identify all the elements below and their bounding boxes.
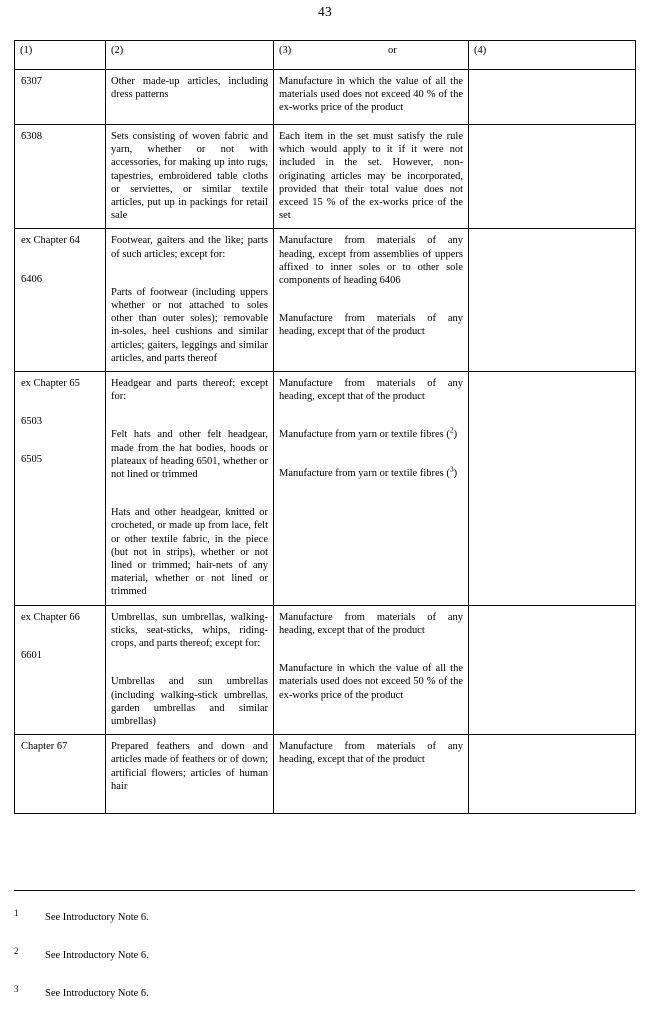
working-rule-main: Manufacture from yarn or textile fibres ( xyxy=(279,467,450,479)
alternative-rule-text xyxy=(469,372,635,383)
spacer xyxy=(106,267,273,281)
heading-code: 6503 xyxy=(21,416,42,428)
spacer xyxy=(15,630,105,644)
table-row xyxy=(15,735,636,814)
header-cell-col3 xyxy=(274,41,469,70)
origin-rules-table xyxy=(14,40,636,814)
working-rule-tail: ) xyxy=(453,429,458,441)
cell-working-rule xyxy=(274,70,469,125)
working-rule-main: Manufacture from yarn or textile fibres ( xyxy=(279,429,450,441)
heading-code: ex Chapter 65 xyxy=(21,378,80,390)
working-rule-text: Each item in the set must satisfy the rule which would apply to it if it were not included in the set. However, non-originating articles may be incorporated, provided that their total value does not exceed 15 % of the ex-works price of the set xyxy=(279,131,463,222)
footnote-marker: 2 xyxy=(14,946,19,956)
footnote-marker: 1 xyxy=(14,908,19,918)
cell-heading-code xyxy=(15,735,106,814)
description-text: Sets consisting of woven fabric and yarn, whether or not with accessories, for making up into rugs, tapestries, embroidered table cloths or serviettes, or similar textile articles, put up in packings for retail sale xyxy=(111,131,268,222)
alternative-rule-text xyxy=(469,70,635,81)
footnote-reference: 3 xyxy=(449,464,454,474)
working-rule-text: Manufacture in which the value of all the materials used does not exceed 40 % of the ex-works price of the product xyxy=(279,76,463,114)
footnote-text: See Introductory Note 6. xyxy=(45,912,149,923)
table-row xyxy=(15,125,636,229)
heading-code: 6406 xyxy=(21,273,42,285)
cell-heading-code xyxy=(15,125,106,229)
table-row xyxy=(15,605,636,734)
cell-alternative-rule xyxy=(469,70,636,125)
description-text: Other made-up articles, including dress patterns xyxy=(111,76,268,101)
cell-description xyxy=(106,605,274,734)
working-rule-text xyxy=(274,462,468,486)
heading-code: 6505 xyxy=(21,454,42,466)
heading-code: Chapter 67 xyxy=(21,741,68,753)
description-text: Umbrellas and sun umbrellas (including walking-stick umbrellas, garden umbrellas and similar umbrellas) xyxy=(111,676,268,727)
heading-code: 6307 xyxy=(21,76,42,87)
description-text: Parts of footwear (including uppers whether or not attached to soles other than outer soles); removable in-soles, heel cushions and similar articles; gaiters, leggings and similar articles, and parts thereof xyxy=(111,286,268,364)
working-rule-text: Manufacture from materials of any heading, except that of the product xyxy=(279,378,463,403)
table-header-row xyxy=(15,41,636,70)
cell-alternative-rule xyxy=(469,125,636,229)
description-text: Prepared feathers and down and articles made of feathers or of down; artificial flowers; articles of human hair xyxy=(111,741,268,792)
cell-description xyxy=(106,125,274,229)
table-row xyxy=(15,372,636,606)
header-label-col3: (3) xyxy=(279,45,292,56)
description-text: Hats and other headgear, knitted or crocheted, or made up from lace, felt or other textile fabric, in the piece (but not in strips), whether or not lined or trimmed; hair-nets of any material, whether or not lined or trimmed xyxy=(111,507,268,598)
description-text: Headgear and parts thereof; except for: xyxy=(111,378,268,403)
spacer xyxy=(106,487,273,501)
cell-heading-code xyxy=(15,229,106,372)
alternative-rule-text xyxy=(469,606,635,617)
header-label-col4: (4) xyxy=(474,45,487,56)
alternative-rule-text xyxy=(469,735,635,746)
spacer xyxy=(15,396,105,410)
spacer xyxy=(274,643,468,657)
cell-description xyxy=(106,372,274,606)
spacer xyxy=(274,409,468,423)
spacer xyxy=(274,293,468,307)
cell-heading-code xyxy=(15,372,106,606)
cell-description xyxy=(106,735,274,814)
header-label-or: or xyxy=(388,45,397,56)
header-cell-col2 xyxy=(106,41,274,70)
spacer xyxy=(15,254,105,268)
working-rule-text: Manufacture from materials of any heading, except that of the product xyxy=(279,313,463,338)
table-row xyxy=(15,229,636,372)
spacer xyxy=(106,409,273,423)
footnote-separator xyxy=(14,890,635,891)
working-rule-text: Manufacture from materials of any heading, except that of the product xyxy=(279,611,463,636)
footnote-text: See Introductory Note 6. xyxy=(45,950,149,961)
heading-code: ex Chapter 64 xyxy=(21,235,80,247)
description-text: Umbrellas, sun umbrellas, walking-sticks, seat-sticks, whips, riding-crops, and parts thereof; except for: xyxy=(111,611,268,650)
alternative-rule-text xyxy=(469,229,635,240)
cell-working-rule xyxy=(274,125,469,229)
cell-heading-code xyxy=(15,70,106,125)
heading-code: 6308 xyxy=(21,131,42,142)
cell-description xyxy=(106,229,274,372)
page-number: 43 xyxy=(317,4,333,19)
alternative-rule-text xyxy=(469,125,635,136)
description-text: Felt hats and other felt headgear, made from the hat bodies, hoods or plateaux of heading 6501, whether or not lined or trimmed xyxy=(111,429,268,481)
description-text: Footwear, gaiters and the like; parts of such articles; except for: xyxy=(111,235,268,260)
working-rule-text: Manufacture from materials of any heading, except from assemblies of uppers affixed to inner soles or to other sole components of heading 6406 xyxy=(279,235,463,287)
cell-working-rule xyxy=(274,229,469,372)
footnote-reference: 2 xyxy=(449,425,454,435)
cell-working-rule xyxy=(274,735,469,814)
header-label-col1: (1) xyxy=(20,45,33,56)
working-rule-text: Manufacture in which the value of all the materials used does not exceed 50 % of the ex-works price of the product xyxy=(279,663,463,701)
cell-alternative-rule xyxy=(469,229,636,372)
spacer xyxy=(274,448,468,462)
cell-heading-code xyxy=(15,605,106,734)
cell-alternative-rule xyxy=(469,735,636,814)
working-rule-text xyxy=(274,423,468,447)
footnote-item xyxy=(14,984,635,1022)
cell-working-rule xyxy=(274,372,469,606)
header-cell-col1 xyxy=(15,41,106,70)
working-rule-text: Manufacture from materials of any heading, except that of the product xyxy=(279,741,463,766)
heading-code: 6601 xyxy=(21,649,42,661)
spacer xyxy=(106,656,273,670)
footnote-item xyxy=(14,946,635,984)
footnote-item xyxy=(14,908,635,946)
cell-description xyxy=(106,70,274,125)
heading-code: ex Chapter 66 xyxy=(21,611,80,623)
footnote-text: See Introductory Note 6. xyxy=(45,988,149,999)
footnote-list xyxy=(14,908,635,1022)
footnote-marker: 3 xyxy=(14,984,19,994)
header-cell-col4 xyxy=(469,41,636,70)
cell-alternative-rule xyxy=(469,605,636,734)
cell-alternative-rule xyxy=(469,372,636,606)
cell-working-rule xyxy=(274,605,469,734)
working-rule-tail: ) xyxy=(453,467,458,479)
header-label-col2: (2) xyxy=(111,45,124,56)
spacer xyxy=(15,434,105,448)
table-row xyxy=(15,70,636,125)
